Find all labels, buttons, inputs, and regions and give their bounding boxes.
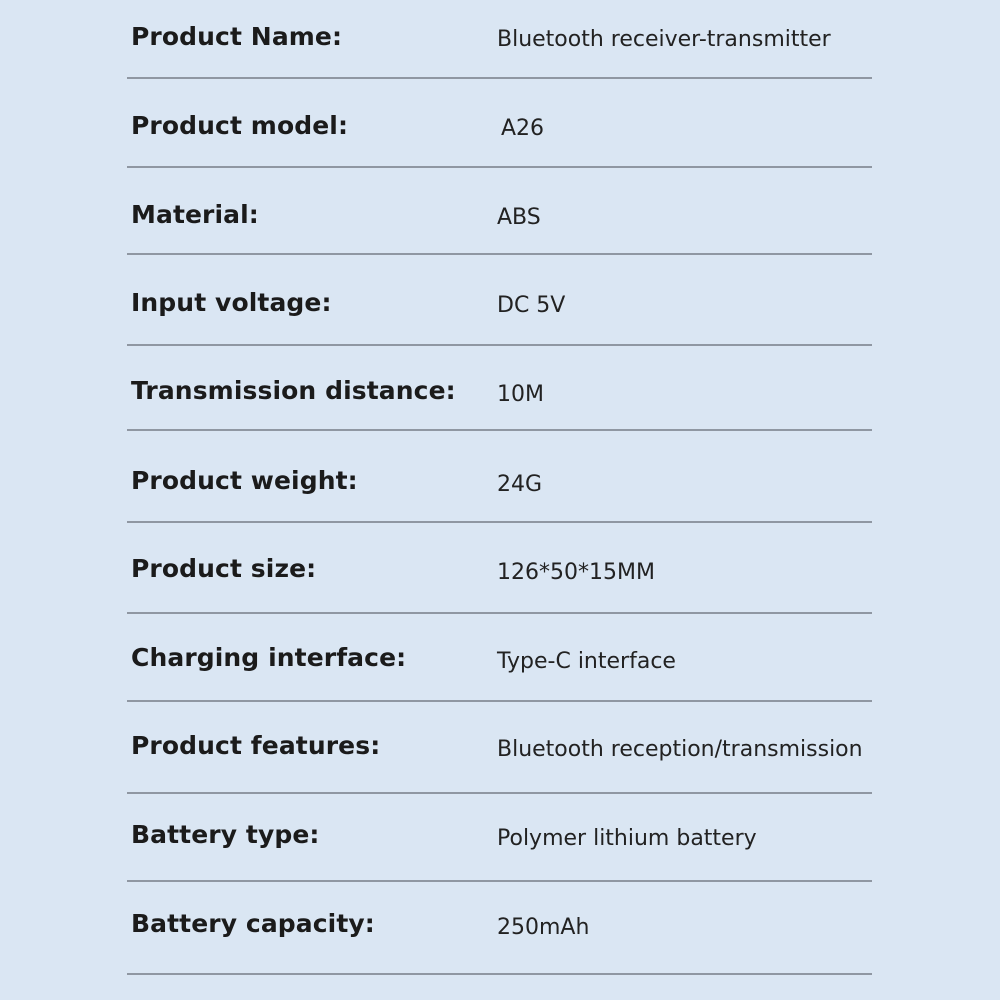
spec-value: 126*50*15MM: [497, 560, 655, 585]
spec-row-product-model: [127, 79, 872, 168]
spec-value: ABS: [497, 205, 541, 230]
spec-row-product-name: [127, 0, 872, 79]
spec-value: Type-C interface: [497, 649, 676, 674]
spec-row-input-voltage: [127, 255, 872, 346]
spec-label: Transmission distance:: [131, 376, 456, 405]
spec-row-product-size: [127, 523, 872, 614]
spec-value: 250mAh: [497, 915, 590, 940]
spec-label: Material:: [131, 200, 259, 229]
spec-row-battery-type: [127, 794, 872, 882]
spec-row-battery-capacity: [127, 882, 872, 975]
spec-label: Product model:: [131, 111, 349, 140]
spec-value: A26: [501, 116, 545, 141]
spec-row-product-weight: [127, 431, 872, 523]
spec-label: Battery type:: [131, 820, 320, 849]
spec-row-product-features: [127, 702, 872, 794]
spec-label: Product features:: [131, 731, 381, 760]
spec-row-charging-interface: [127, 614, 872, 702]
spec-value: Bluetooth receiver-transmitter: [497, 27, 831, 52]
spec-value: 10M: [497, 382, 544, 407]
spec-value: Polymer lithium battery: [497, 826, 757, 851]
spec-value: DC 5V: [497, 293, 566, 318]
spec-row-material: [127, 168, 872, 255]
spec-value: 24G: [497, 472, 543, 497]
spec-label: Battery capacity:: [131, 909, 375, 938]
spec-label: Product weight:: [131, 466, 358, 495]
spec-label: Product size:: [131, 554, 317, 583]
spec-table: [127, 0, 872, 975]
spec-label: Input voltage:: [131, 288, 332, 317]
spec-row-transmission-distance: [127, 346, 872, 431]
spec-label: Product Name:: [131, 22, 343, 51]
spec-value: Bluetooth reception/transmission: [497, 737, 863, 762]
spec-label: Charging interface:: [131, 643, 407, 672]
